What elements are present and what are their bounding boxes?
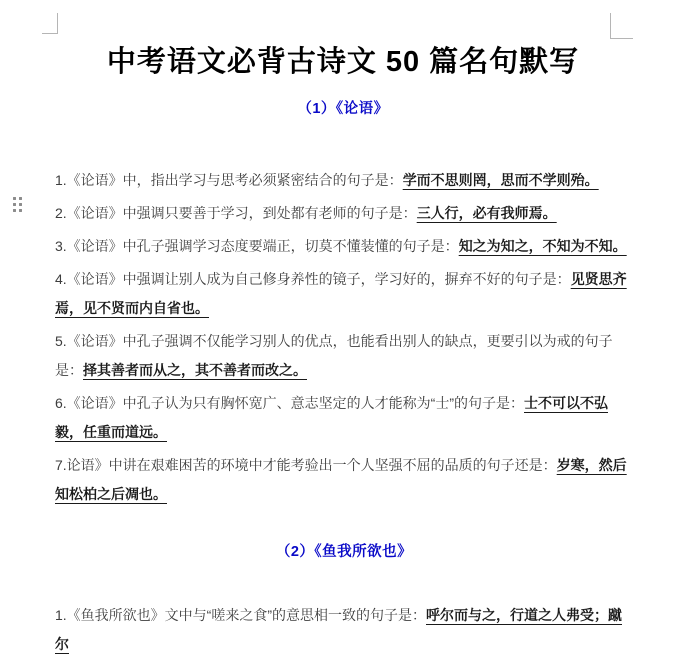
document-body[interactable]	[55, 166, 633, 659]
question-text: 7.论语》中讲在艰难困苦的环境中才能考验出一个人坚强不屈的品质的句子还是：	[55, 457, 557, 473]
qa-item-7[interactable]	[55, 451, 633, 509]
question-text: 4.《论语》中强调让别人成为自己修身养性的镜子，学习好的，摒弃不好的句子是：	[55, 271, 571, 287]
qa-item-4[interactable]	[55, 265, 633, 323]
question-text: 3.《论语》中孔子强调学习态度要端正，切莫不懂装懂的句子是：	[55, 238, 459, 254]
qa-item-8[interactable]	[55, 601, 633, 659]
margin-crop-mark-right-icon	[610, 13, 633, 39]
answer-text: 学而不思则罔，思而不学则殆。	[402, 172, 599, 188]
question-text: 1.《鱼我所欲也》文中与“嗟来之食”的意思相一致的句子是：	[55, 607, 426, 623]
question-text: 5.《论语》中孔子强调不仅能学习别人的优点，也能看出别人的缺点，更要引以为戒的句子是：	[55, 333, 613, 378]
question-text: 1.《论语》中，指出学习与思考必须紧密结合的句子是：	[55, 172, 403, 188]
answer-text: 岁寒，然后知松柏之后凋也。	[55, 457, 627, 502]
answer-text: 呼尔而与之，行道之人弗受；蹴尔	[55, 607, 622, 652]
answer-text: 三人行，必有我师焉。	[416, 205, 557, 221]
answer-text: 知之为知之，不知为不知。	[458, 238, 627, 254]
answer-text: 择其善者而从之，其不善者而改之。	[83, 362, 307, 378]
answer-text: 见贤思齐焉，见不贤而内自省也。	[55, 271, 627, 316]
question-text: 6.《论语》中孔子认为只有胸怀宽广、意志坚定的人才能称为“士”的句子是：	[55, 395, 524, 411]
answer-text: 士不可以不弘毅，任重而道远。	[55, 395, 608, 440]
qa-item-1[interactable]	[55, 166, 633, 195]
margin-crop-mark-left-icon	[42, 13, 58, 34]
question-text: 2.《论语》中强调只要善于学习，到处都有老师的句子是：	[55, 205, 417, 221]
qa-item-5[interactable]	[55, 327, 633, 385]
qa-item-6[interactable]	[55, 389, 633, 447]
section-heading-1[interactable]: （1）《论语》	[297, 101, 389, 117]
section-heading-2[interactable]: （2）《鱼我所欲也》	[275, 544, 413, 560]
qa-item-3[interactable]	[55, 232, 633, 261]
qa-item-2[interactable]	[55, 199, 633, 228]
document-title[interactable]: 中考语文必背古诗文 50 篇名句默写	[106, 46, 580, 78]
drag-handle-icon[interactable]	[13, 197, 22, 212]
